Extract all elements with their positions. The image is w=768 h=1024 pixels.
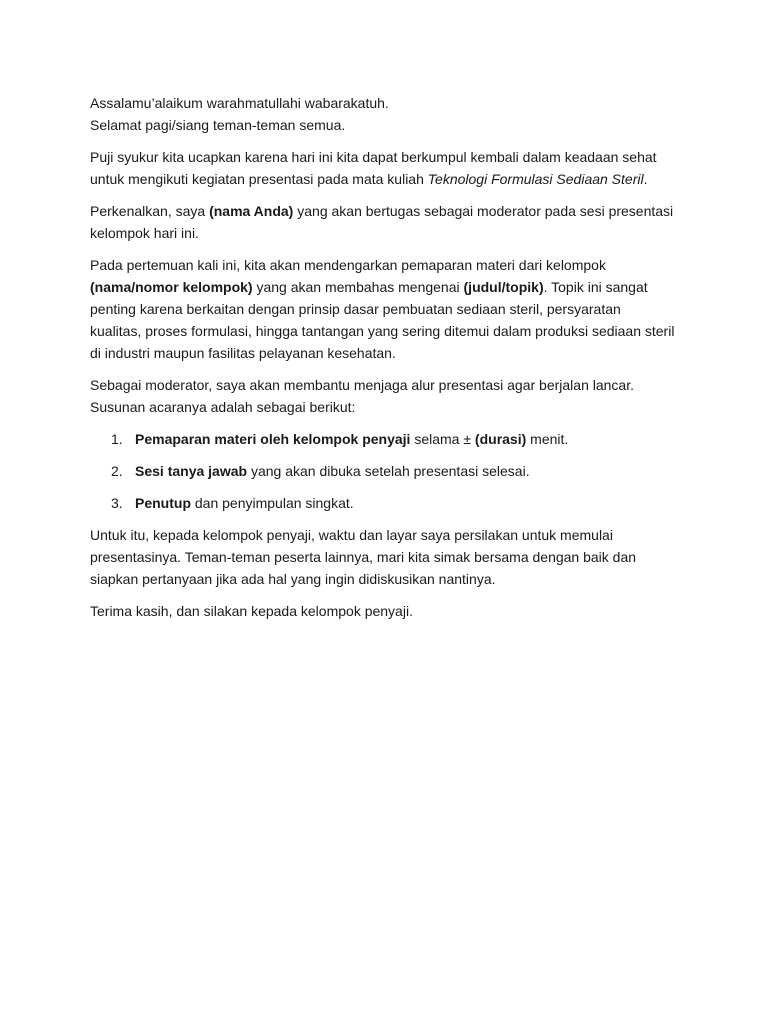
agenda-item-text: selama ± (410, 431, 475, 447)
agenda-item-presentation (90, 428, 676, 450)
invitation-paragraph: Untuk itu, kepada kelompok penyaji, waktu dan layar saya persilakan untuk memulai presentasinya. Teman-teman peserta lainnya, mari kita simak bersama dengan baik dan siapkan pertanyaan jika ada hal yang ingin didiskusikan nantinya. (90, 527, 637, 587)
agenda-item-qa (90, 460, 676, 482)
agenda-number: 2. (111, 463, 123, 479)
topic-text-start: Pada pertemuan kali ini, kita akan mendengarkan pemaparan materi dari kelompok (90, 257, 606, 273)
course-name: Teknologi Formulasi Sediaan Steril (427, 171, 644, 187)
document-body (90, 92, 676, 632)
gratitude-end: . (643, 171, 648, 187)
agenda-item-title: Pemaparan materi oleh kelompok penyaji (135, 431, 411, 447)
gratitude-paragraph (90, 146, 676, 190)
topic-text-end: . Topik ini sangat penting karena berkaitan dengan prinsip dasar pembuatan sediaan steril, persyaratan kualitas, proses formulasi, hingga tantangan yang sering ditemui dalam produksi sediaan steril di industri maupun fasilitas pelayanan kesehatan. (90, 279, 675, 361)
agenda-list (90, 428, 676, 514)
agenda-item-title: Penutup (135, 495, 191, 511)
agenda-item-closing (90, 492, 676, 514)
intro-text: Perkenalkan, saya (90, 203, 210, 219)
greeting-line-2: Selamat pagi/siang teman-teman semua. (90, 117, 346, 133)
duration-placeholder: (durasi) (474, 431, 527, 447)
agenda-item-text: dan penyimpulan singkat. (191, 495, 354, 511)
name-placeholder: (nama Anda) (209, 203, 294, 219)
closing-paragraph: Terima kasih, dan silakan kepada kelompok penyaji. (90, 603, 413, 619)
agenda-number: 3. (111, 495, 123, 511)
agenda-intro-paragraph: Sebagai moderator, saya akan membantu menjaga alur presentasi agar berjalan lancar. Susunan acaranya adalah sebagai berikut: (90, 377, 634, 415)
agenda-item-title: Sesi tanya jawab (135, 463, 248, 479)
greeting-paragraph (90, 92, 676, 136)
agenda-item-text-end: menit. (526, 431, 569, 447)
intro-end: yang akan bertugas sebagai moderator pada sesi presentasi kelompok hari ini. (90, 203, 674, 241)
gratitude-text: Puji syukur kita ucapkan karena hari ini kita dapat berkumpul kembali dalam keadaan sehat untuk mengikuti kegiatan presentasi pada mata kuliah (90, 149, 657, 187)
intro-paragraph (90, 200, 676, 244)
topic-placeholder: (judul/topik) (463, 279, 544, 295)
greeting-line-1: Assalamu’alaikum warahmatullahi wabarakatuh. (90, 95, 389, 111)
agenda-number: 1. (111, 431, 123, 447)
topic-paragraph (90, 254, 676, 364)
group-placeholder: (nama/nomor kelompok) (90, 279, 253, 295)
agenda-item-text: yang akan dibuka setelah presentasi selesai. (247, 463, 530, 479)
topic-text-middle: yang akan membahas mengenai (252, 279, 464, 295)
